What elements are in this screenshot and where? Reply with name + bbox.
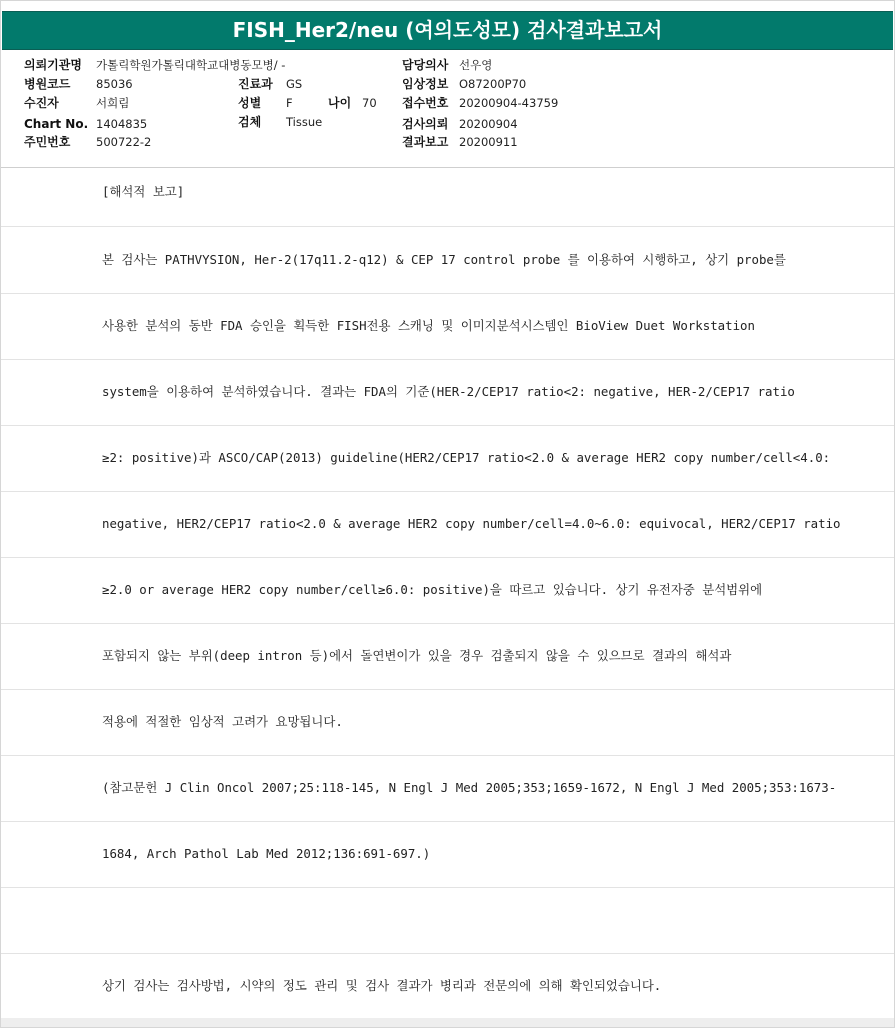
- info-row-report-date: [1, 133, 701, 151]
- report-line-text: (참고문헌 J Clin Oncol 2007;25:118-145, N Engl J Med 2005;353;1659-1672, N Engl J Med 2005;353:1673-: [102, 780, 837, 795]
- patient-label: 수진자: [24, 96, 59, 110]
- report-line: [1, 227, 894, 294]
- report-line: [1, 557, 894, 624]
- specimen-label: 검체: [238, 115, 262, 129]
- report-line: [1, 689, 894, 756]
- report-line: [1, 359, 894, 426]
- institution-value: 가톨릭학원가톨릭대학교대병동모병/ -: [96, 58, 286, 72]
- specimen-value: Tissue: [286, 115, 323, 129]
- report-line-empty: [1, 887, 894, 954]
- sex-value: F: [286, 96, 293, 110]
- report-line: [1, 491, 894, 558]
- report-line-text: 상기 검사는 검사방법, 시약의 정도 관리 및 검사 결과가 병리과 전문의에 의해 확인되었습니다.: [102, 978, 662, 993]
- report-date-label: 결과보고: [402, 135, 449, 149]
- patient-value: 서희림: [96, 96, 130, 110]
- report-title: FISH_Her2/neu (여의도성모) 검사결과보고서: [2, 11, 893, 50]
- clinical-info-label: 임상정보: [402, 77, 449, 91]
- chart-no-label: Chart No.: [24, 117, 89, 131]
- sex-label: 성별: [238, 96, 262, 110]
- report-line: [1, 623, 894, 690]
- info-row-receipt-no: [1, 94, 701, 112]
- info-row-clinical-info: [1, 75, 701, 93]
- report-line: [1, 293, 894, 360]
- chart-no-value: 1404835: [96, 117, 148, 131]
- age-label: 나이: [328, 96, 352, 110]
- department-value: GS: [286, 77, 303, 91]
- report-line-text: 본 검사는 PATHVYSION, Her-2(17q11.2-q12) & CEP 17 control probe 를 이용하여 시행하고, 상기 probe를: [102, 252, 786, 267]
- report-line-text: negative, HER2/CEP17 ratio<2.0 & average HER2 copy number/cell=4.0~6.0: equivocal, HER2/CEP17 ratio: [102, 516, 841, 531]
- report-line-text: system을 이용하여 분석하였습니다. 결과는 FDA의 기준(HER-2/CEP17 ratio<2: negative, HER-2/CEP17 ratio: [102, 384, 795, 399]
- receipt-no-value: 20200904-43759: [459, 96, 559, 110]
- report-line: [1, 953, 894, 1019]
- receipt-no-label: 접수번호: [402, 96, 449, 110]
- info-row-doctor: [1, 56, 701, 74]
- doctor-value: 선우영: [459, 58, 493, 72]
- department-label: 진료과: [238, 77, 273, 91]
- report-line-text: ≥2.0 or average HER2 copy number/cell≥6.0: positive)을 따르고 있습니다. 상기 유전자중 분석범위에: [102, 582, 763, 597]
- resident-no-label: 주민번호: [24, 135, 71, 149]
- patient-info-panel: [1, 49, 894, 169]
- clinical-info-value: O87200P70: [459, 77, 527, 91]
- hospital-code-value: 85036: [96, 77, 133, 91]
- report-line: [1, 821, 894, 888]
- report-heading: [해석적 보고]: [102, 184, 185, 199]
- doctor-label: 담당의사: [402, 58, 449, 72]
- report-line-text: 사용한 분석의 동반 FDA 승인을 획득한 FISH전용 스캐닝 및 이미지분석시스템인 BioView Duet Workstation: [102, 318, 755, 333]
- report-line: [1, 168, 894, 227]
- request-date-label: 검사의뢰: [402, 117, 449, 131]
- report-line-text: 포함되지 않는 부위(deep intron 등)에서 돌연변이가 있을 경우 검출되지 않을 수 있으므로 결과의 해석과: [102, 648, 732, 663]
- hospital-code-label: 병원코드: [24, 77, 71, 91]
- report-line: [1, 425, 894, 492]
- report-body: [1, 168, 894, 1024]
- age-value: 70: [362, 96, 377, 110]
- report-line-text: ≥2: positive)과 ASCO/CAP(2013) guideline(HER2/CEP17 ratio<2.0 & average HER2 copy number/cell<4.0:: [102, 450, 831, 465]
- info-row-request-date: [1, 115, 701, 133]
- report-line: [1, 755, 894, 822]
- request-date-value: 20200904: [459, 117, 518, 131]
- report-line-text: 1684, Arch Pathol Lab Med 2012;136:691-697.): [102, 846, 431, 861]
- report-line-text: 적용에 적절한 임상적 고려가 요망됩니다.: [102, 714, 343, 729]
- resident-no-value: 500722-2: [96, 135, 152, 149]
- institution-label: 의뢰기관명: [24, 58, 82, 72]
- bottom-border: [1, 1018, 894, 1027]
- report-date-value: 20200911: [459, 135, 518, 149]
